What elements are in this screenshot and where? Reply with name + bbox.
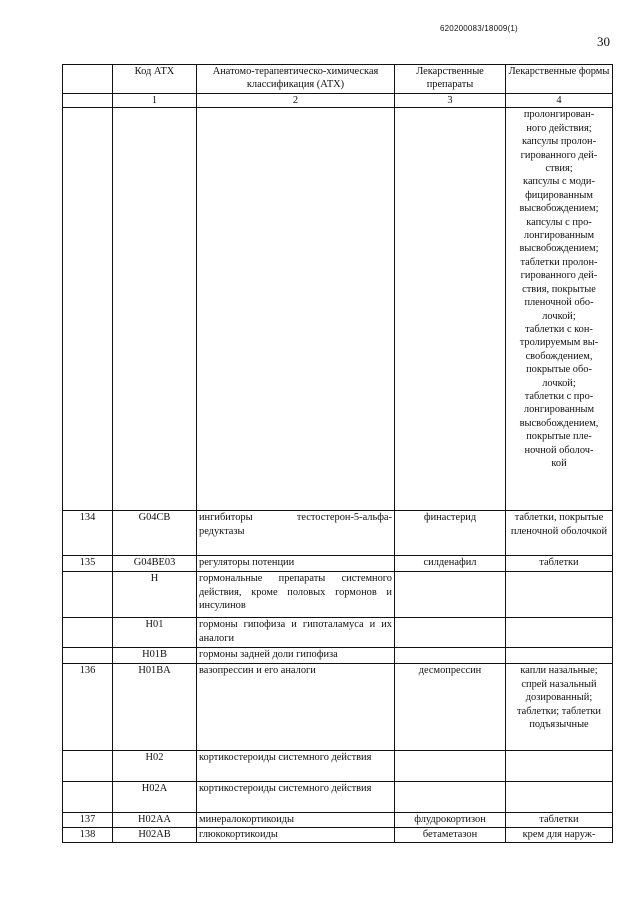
table-row [63,813,613,828]
header-cell-dosage-forms: Лекарственные формы [506,65,613,94]
column-number-1: 1 [113,94,197,108]
table-row [63,751,613,782]
row-drug [395,618,506,648]
table-row [63,828,613,843]
row-atc: кортикостероиды системного действия [197,782,395,813]
row-drug: бетаметазон [395,828,506,843]
row-dosage-forms [506,648,613,664]
row-code: H01B [113,648,197,664]
table-row [63,511,613,556]
row-atc: глюкокортикоиды [197,828,395,843]
row-dosage-forms: таблетки [506,556,613,572]
row-number [63,782,113,813]
document-id: 620200083/18009(1) [440,24,518,33]
table-row [63,618,613,648]
row-drug: финастерид [395,511,506,556]
header-cell-atx-classification: Анатомо-терапевтическо-химическая классификация (АТХ) [197,65,395,94]
column-number-2: 2 [197,94,395,108]
row-atc: гормональные препараты системного действия, кроме половых гормонов и инсулинов [197,572,395,618]
header-cell-drugs: Лекарственные препараты [395,65,506,94]
row-number: 137 [63,813,113,828]
row-code: H01BA [113,664,197,751]
row-number: 138 [63,828,113,843]
row-dosage-forms [506,782,613,813]
row-dosage-forms [506,618,613,648]
row-drug [395,108,506,511]
row-code: H01 [113,618,197,648]
column-number-4: 4 [506,94,613,108]
row-atc: гормоны гипофиза и гипоталамуса и их аналоги [197,618,395,648]
row-drug [395,572,506,618]
row-atc [197,108,395,511]
row-number [63,648,113,664]
row-code: H02 [113,751,197,782]
row-code: H02A [113,782,197,813]
row-code: H [113,572,197,618]
row-number [63,108,113,511]
row-code: H02AB [113,828,197,843]
row-drug [395,648,506,664]
table-row [63,572,613,618]
page-number: 30 [597,34,610,49]
atx-table [62,64,613,843]
row-number [63,618,113,648]
row-dosage-forms: пролонгирован- ного действия; капсулы пролон- гированного дей- ствия; капсулы с моди- фицированным высвобождением; капсулы с про- лонгированным высвобождением; таблетки пролон- гированного дей- ствия, покрытые пленочной обо- лочкой; таблетки с кон- тролируемым вы- свобождением, покрытые обо- лочкой; таблетки с про- лонгированным высвобождением, покрытые пле- ночной оболоч- кой [506,108,613,511]
row-dosage-forms: таблетки [506,813,613,828]
column-number-3: 3 [395,94,506,108]
table-row [63,782,613,813]
header-cell-number [63,65,113,94]
table-row-continuation [63,108,613,511]
row-drug [395,782,506,813]
row-atc: ингибиторы тестостерон-5-альфа-редуктазы [197,511,395,556]
row-drug: силденафил [395,556,506,572]
row-drug [395,751,506,782]
row-drug: десмопрессин [395,664,506,751]
table-row [63,556,613,572]
row-code: G04CB [113,511,197,556]
row-dosage-forms [506,572,613,618]
row-dosage-forms: крем для наруж- [506,828,613,843]
row-atc: кортикостероиды системного действия [197,751,395,782]
table-row [63,648,613,664]
row-code: H02AA [113,813,197,828]
row-dosage-forms: таблетки, покрытые пленочной оболочкой [506,511,613,556]
row-atc: гормоны задней доли гипофиза [197,648,395,664]
row-atc: регуляторы потенции [197,556,395,572]
column-number-row [63,94,613,108]
row-code [113,108,197,511]
table-row [63,664,613,751]
header-cell-atx-code: Код АТХ [113,65,197,94]
row-number [63,572,113,618]
row-number: 135 [63,556,113,572]
row-atc: вазопрессин и его аналоги [197,664,395,751]
column-number-blank [63,94,113,108]
row-number [63,751,113,782]
row-dosage-forms: капли назальные; спрей назальный дозированный; таблетки; таблетки подъязычные [506,664,613,751]
table-header-row [63,65,613,94]
row-dosage-forms [506,751,613,782]
row-atc: минералокортикоиды [197,813,395,828]
row-number: 134 [63,511,113,556]
row-code: G04BE03 [113,556,197,572]
row-number: 136 [63,664,113,751]
row-drug: флудрокортизон [395,813,506,828]
